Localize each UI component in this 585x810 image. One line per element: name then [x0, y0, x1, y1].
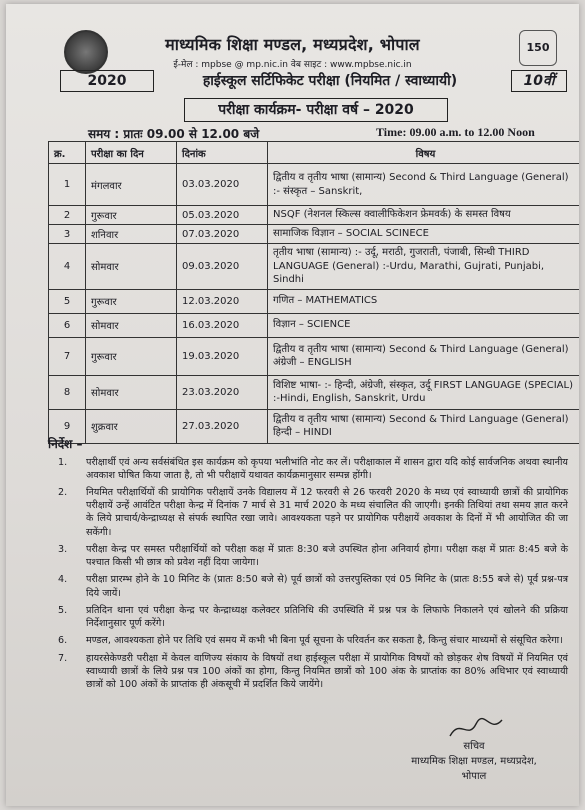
row-day: गुरूवार — [86, 206, 177, 225]
time-hindi: समय : प्रातः 09.00 से 12.00 बजे — [88, 127, 260, 141]
instruction-text: परीक्षा प्रारम्भ होने के 10 मिनिट के (प्रातः 8:50 बजे से) पूर्व छात्रों को उत्तरपुस्तिका एवं 05 मिनिट के (प्रातः 8:55 बजे से) पूर्व प्रश्न-पत्र दिये जायें। — [86, 574, 568, 599]
table-row — [49, 313, 580, 337]
year-box: 2020 — [60, 70, 154, 92]
row-date: 12.03.2020 — [177, 289, 268, 313]
table-row — [49, 225, 580, 244]
instruction-number: 3. — [58, 543, 68, 555]
instructions-heading: निर्देश – — [48, 437, 83, 451]
row-subject: द्वितीय व तृतीय भाषा (सामान्य) Second & Third Language (General) हिन्दी – HINDI — [268, 409, 580, 443]
instruction-item — [48, 486, 568, 539]
row-date: 16.03.2020 — [177, 313, 268, 337]
exam-title: हाईस्कूल सर्टिफिकेट परीक्षा (नियमित / स्वाध्यायी) — [202, 73, 458, 89]
table-row — [49, 337, 580, 375]
schedule-table — [48, 141, 579, 444]
instruction-text: परीक्षार्थी एवं अन्य सर्वसंबंधित इस कार्यक्रम को कृपया भलीभांति नोट कर लें। परीक्षाकाल में शासन द्वारा यदि कोई सार्वजनिक अथवा स्थानीय अवकाश घोषित किया जाता है, तो भी परीक्षायें यथावत कार्यक्रमानुसार सम्पन्न होंगी। — [86, 456, 568, 481]
row-sno: 2 — [49, 206, 86, 225]
row-subject: तृतीय भाषा (सामान्य) :- उर्दू, मराठी, गुजराती, पंजाबी, सिन्धी THIRD LANGUAGE (General) :-Urdu, Marathi, Gujrati, Punjabi, Sindhi — [268, 244, 580, 290]
signature-block — [384, 739, 564, 784]
row-subject: गणित – MATHEMATICS — [268, 289, 580, 313]
contact-info: ई-मेल : mpbse @ mp.nic.in वेब साइट : www.mpbse.nic.in — [173, 60, 412, 70]
row-sno: 4 — [49, 244, 86, 290]
row-sno: 5 — [49, 289, 86, 313]
row-day: शनिवार — [86, 225, 177, 244]
signatory-designation: सचिव — [463, 741, 485, 752]
row-day: सोमवार — [86, 244, 177, 290]
instruction-item — [48, 604, 568, 630]
table-row — [49, 375, 580, 409]
row-sno: 8 — [49, 375, 86, 409]
class-box: 10वीं — [511, 70, 567, 92]
instruction-number: 2. — [58, 487, 68, 499]
instruction-item — [48, 573, 568, 599]
row-subject: NSQF (नेशनल स्किल्स क्वालीफिकेशन फ्रेमवर्क) के समस्त विषय — [268, 206, 580, 225]
row-subject: द्वितीय व तृतीय भाषा (सामान्य) Second & Third Language (General) अंग्रेजी – ENGLISH — [268, 337, 580, 375]
instruction-text: प्रतिदिन थाना एवं परीक्षा केन्द्र पर केन्द्राध्यक्ष कलेक्टर प्रतिनिधि की उपस्थिति में प्रश्न पत्र के लिफाफे निकालने एवं खोलने की प्रक्रिया निर्देशानुसार पूर्ण करेंगे। — [86, 604, 568, 630]
row-day: सोमवार — [86, 375, 177, 409]
row-date: 19.03.2020 — [177, 337, 268, 375]
row-sno: 1 — [49, 164, 86, 206]
row-sno: 7 — [49, 337, 86, 375]
anniversary-logo-icon: 150 — [519, 30, 557, 66]
row-subject: सामाजिक विज्ञान – SOCIAL SCINECE — [268, 225, 580, 244]
row-day: सोमवार — [86, 313, 177, 337]
row-date: 09.03.2020 — [177, 244, 268, 290]
programme-title: परीक्षा कार्यक्रम- परीक्षा वर्ष – 2020 — [184, 98, 448, 122]
table-row — [49, 244, 580, 290]
row-subject: विज्ञान – SCIENCE — [268, 313, 580, 337]
col-header-subject: विषय — [268, 142, 580, 164]
row-subject: द्वितीय व तृतीय भाषा (सामान्य) Second & Third Language (General) :- संस्कृत – Sanskrit, — [268, 164, 580, 206]
row-date: 05.03.2020 — [177, 206, 268, 225]
instruction-number: 5. — [58, 604, 68, 616]
instruction-item — [48, 634, 568, 647]
table-header-row — [49, 142, 580, 164]
row-sno: 9 — [49, 409, 86, 443]
row-sno: 3 — [49, 225, 86, 244]
instruction-text: मण्डल, आवश्यकता होने पर तिथि एवं समय में कभी भी बिना पूर्व सूचना के परिवर्तन कर सकता है, किन्तु संचार माध्यमों से संसूचित करेगा। — [86, 635, 563, 647]
row-sno: 6 — [49, 313, 86, 337]
org-name: माध्यमिक शिक्षा मण्डल, मध्यप्रदेश, भोपाल — [165, 35, 420, 54]
instruction-item — [48, 652, 568, 692]
instruction-text: परीक्षा केन्द्र पर समस्त परीक्षार्थियों को परीक्षा कक्ष में प्रातः 8:30 बजे उपस्थित होना अनिवार्य होगा। परीक्षा कक्ष में प्रातः 8:45 बजे के पश्चात किसी भी छात्र को प्रवेश नहीं दिया जायेगा। — [86, 543, 568, 569]
row-day: गुरूवार — [86, 337, 177, 375]
row-date: 23.03.2020 — [177, 375, 268, 409]
row-subject: विशिष्ट भाषा- :- हिन्दी, अंग्रेजी, संस्कृत, उर्दू FIRST LANGUAGE (SPECIAL) :-Hindi, English, Sanskrit, Urdu — [268, 375, 580, 409]
instruction-number: 6. — [58, 635, 68, 647]
table-row — [49, 206, 580, 225]
table-row — [49, 164, 580, 206]
instruction-number: 4. — [58, 574, 68, 586]
col-header-sno: क्र. — [49, 142, 86, 164]
col-header-day: परीक्षा का दिन — [86, 142, 177, 164]
row-day: गुरूवार — [86, 289, 177, 313]
signatory-org: माध्यमिक शिक्षा मण्डल, मध्यप्रदेश, — [411, 756, 537, 767]
col-header-date: दिनांक — [177, 142, 268, 164]
document-page — [6, 4, 579, 806]
signature-mark — [446, 714, 506, 742]
instruction-text: हायरसेकेण्डरी परीक्षा में केवल वाणिज्य संकाय के विषयों तथा हाईस्कूल परीक्षा में प्रायोगिक विषयों को छोड़कर शेष विषयों में नियमित एवं स्वाध्यायी छात्रों के लिये प्रश्न पत्र 100 अंकों का होगा, किन्तु नियमित छात्रों को 100 अंक के प्राप्तांक का 80% अधिभार एवं स्वाध्यायी छात्रों को 100 अंकों के प्राप्तांक ही अंकसूची में प्रदर्शित किये जायेंगे। — [86, 652, 568, 691]
instruction-number: 1. — [58, 456, 68, 468]
instructions — [48, 436, 568, 695]
row-day: मंगलवार — [86, 164, 177, 206]
instruction-number: 7. — [58, 652, 68, 664]
row-date: 03.03.2020 — [177, 164, 268, 206]
time-english: Time: 09.00 a.m. to 12.00 Noon — [376, 125, 535, 139]
table-row — [49, 289, 580, 313]
row-date: 27.03.2020 — [177, 409, 268, 443]
signatory-city: भोपाल — [461, 771, 487, 782]
instruction-item — [48, 543, 568, 569]
instruction-item — [48, 456, 568, 482]
row-date: 07.03.2020 — [177, 225, 268, 244]
row-day: शुक्रवार — [86, 409, 177, 443]
instruction-text: नियमित परीक्षार्थियों की प्रायोगिक परीक्षायें उनके विद्यालय में 12 फरवरी से 26 फरवरी 2020 के मध्य एवं स्वाध्यायी छात्रों की प्रायोगिक परीक्षायें उन्हें आवंटित परीक्षा केन्द्र में दिनांक 7 मार्च से 31 मार्च 2020 के मध्य संचालित की जाएगी। इनकी तिथियां तथा समय ज्ञात करने के लिये प्राचार्य/केन्द्राध्यक्ष से संपर्क स्थापित रखा जावे। आवश्यकता पड़ने पर प्रायोगिक परीक्षायें अवकाश के दिनों में भी आयोजित की जा सकेंगी। — [86, 487, 568, 538]
